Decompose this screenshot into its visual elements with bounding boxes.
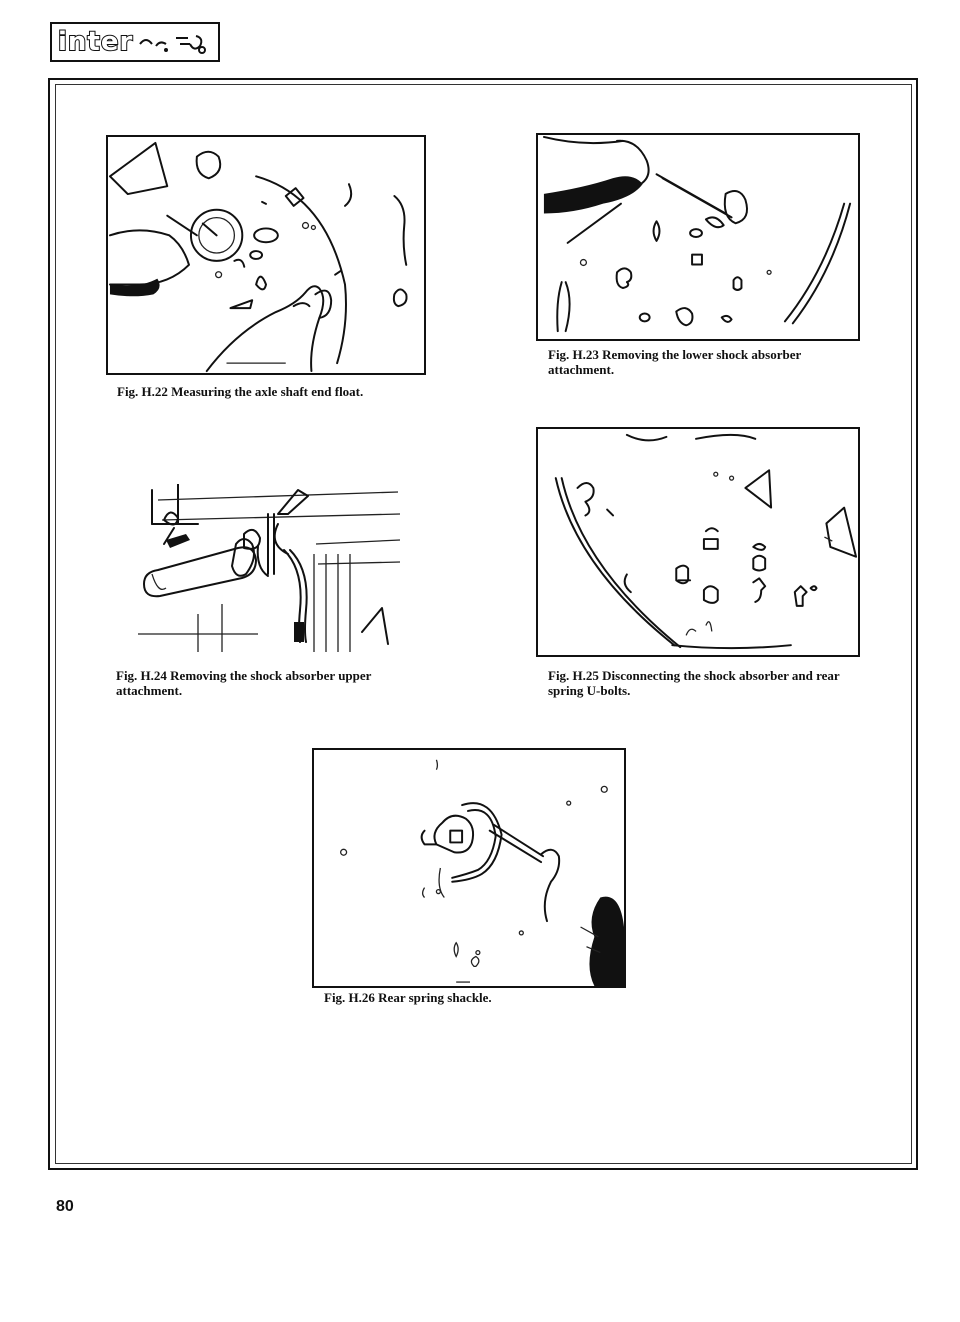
figure-h26-image bbox=[312, 748, 626, 988]
figure-h23-caption: Fig. H.23 Removing the lower shock absorber attachment. bbox=[548, 347, 802, 377]
logo bbox=[50, 22, 220, 62]
figure-h26-caption: Fig. H.26 Rear spring shackle. bbox=[324, 990, 492, 1005]
figure-h24-caption: Fig. H.24 Removing the shock absorber upper attachment. bbox=[116, 668, 372, 698]
figure-h22-image bbox=[106, 135, 426, 375]
figure-h25-caption: Fig. H.25 Disconnecting the shock absorber and rear spring U-bolts. bbox=[548, 668, 840, 698]
logo-text: inter bbox=[58, 27, 134, 57]
figure-h25-image bbox=[536, 427, 860, 657]
figure-h22-caption: Fig. H.22 Measuring the axle shaft end float. bbox=[117, 384, 364, 399]
logo-smudge-icon bbox=[136, 30, 212, 56]
figure-h23-image bbox=[536, 133, 860, 341]
page-number: 80 bbox=[56, 1198, 74, 1215]
figure-h24-image bbox=[138, 484, 400, 652]
